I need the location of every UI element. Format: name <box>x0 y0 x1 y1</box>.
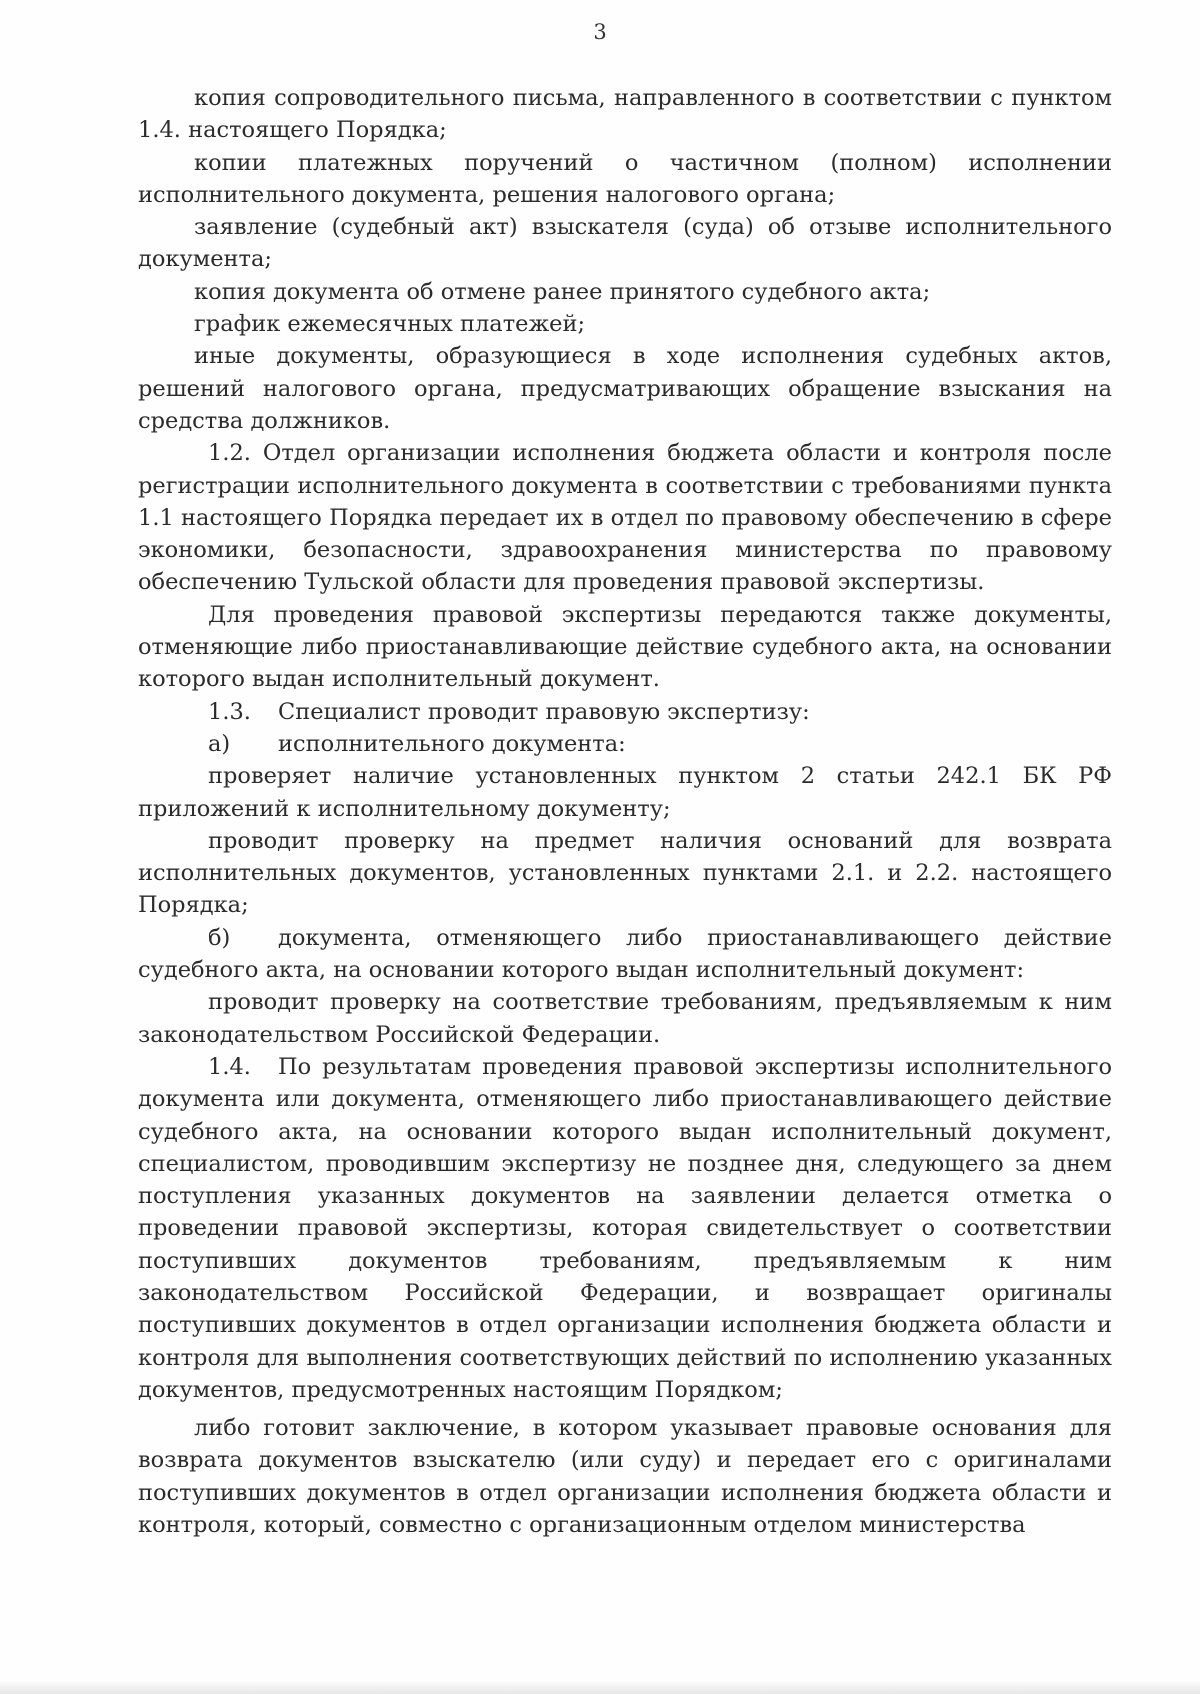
list-marker: 1.4. <box>208 1053 251 1080</box>
paragraph-item-b <box>138 922 1112 987</box>
paragraph-1-4 <box>138 1051 1112 1406</box>
paragraph-legal-review-transfer: Для проведения правовой экспертизы передаются также документы, отменяющие либо приостанавливающие действие судебного акта, на основании которого выдан исполнительный документ. <box>138 601 1112 693</box>
page-number: 3 <box>593 20 607 44</box>
paragraph-conclusion: либо готовит заключение, в котором указывает правовые основания для возврата документов взыскателю (или суду) и передает его с оригиналами поступивших документов в отдел организации исполнения бюджета области и контроля, который, совместно с организационным отделом министерства <box>138 1415 1112 1539</box>
paragraph-cover-letter-copy: копия сопроводительного письма, направленного в соответствии с пунктом 1.4. настоящего Порядка; <box>138 85 1112 144</box>
paragraph-1-3 <box>138 696 1112 728</box>
paragraph-text: По результатам проведения правовой экспертизы исполнительного документа или документа, отменяющего либо приостанавливающего действие судебного акта, на основании которого выдан исполнительный документ, специалистом, проводившим экспертизу не позднее дня, следующего за днем поступления указанных документов на заявлении делается отметка о проведении правовой экспертизы, которая свидетельствует о соответствии поступивших документов требованиям, предъявляемым к ним законодательством Российской Федерации, и возвращает оригиналы поступивших документов в отдел организации исполнения бюджета области и контроля для выполнения соответствующих действий по исполнению указанных документов, предусмотренных настоящим Порядком; <box>138 1053 1112 1403</box>
paragraph-check-return-grounds: проводит проверку на предмет наличия оснований для возврата исполнительных документов, установленных пунктами 2.1. и 2.2. настоящего Порядка; <box>138 827 1112 919</box>
paragraph-1-2: 1.2. Отдел организации исполнения бюджета области и контроля после регистрации исполнительного документа в соответствии с требованиями пункта 1.1 настоящего Порядка передает их в отдел по правовому обеспечению в сфере экономики, безопасности, здравоохранения министерства по правовому обеспечению Тульской области для проведения правовой экспертизы. <box>138 440 1112 596</box>
document-body <box>138 82 1112 1541</box>
paragraph-text: исполнительного документа: <box>278 730 626 757</box>
paragraph-check-attachments: проверяет наличие установленных пунктом 2 статьи 242.1 БК РФ приложений к исполнительному документу; <box>138 763 1112 822</box>
paragraph-text: Специалист проводит правовую экспертизу: <box>278 698 810 725</box>
list-marker: б) <box>208 924 231 951</box>
list-marker: 1.3. <box>208 698 251 725</box>
paragraph-other-documents: иные документы, образующиеся в ходе исполнения судебных актов, решений налогового органа, предусматривающих обращение взыскания на средства должников. <box>138 343 1112 434</box>
paragraph-payment-orders: копии платежных поручений о частичном (полном) исполнении исполнительного документа, решения налогового органа; <box>138 149 1112 208</box>
scan-bottom-edge <box>0 1680 1200 1694</box>
paragraph-item-a <box>138 728 1112 760</box>
paragraph-payment-schedule: график ежемесячных платежей; <box>194 311 586 338</box>
list-marker: а) <box>208 730 231 757</box>
paragraph-withdrawal-statement: заявление (судебный акт) взыскателя (суда) об отзыве исполнительного документа; <box>138 214 1112 273</box>
paragraph-cancellation-copy: копия документа об отмене ранее принятого судебного акта; <box>194 278 931 305</box>
paragraph-check-compliance: проводит проверку на соответствие требованиям, предъявляемым к ним законодательством Российской Федерации. <box>138 989 1112 1048</box>
paragraph-text: документа, отменяющего либо приостанавливающего действие судебного акта, на основании которого выдан исполнительный документ: <box>138 924 1112 984</box>
